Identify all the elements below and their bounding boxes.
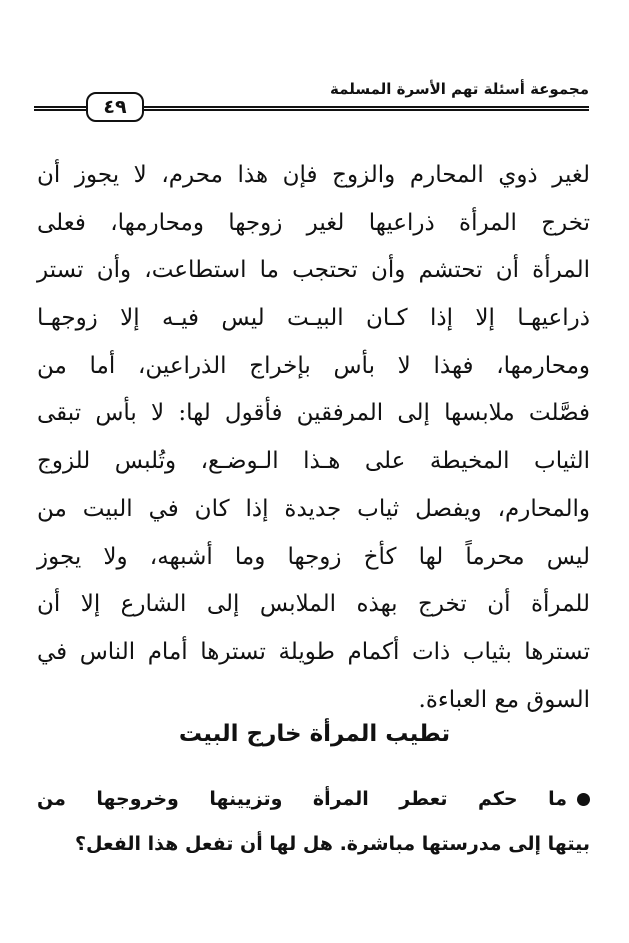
- page-number-badge: ٤٩: [86, 92, 144, 122]
- body-line: والمحارم، ويفصل ثياب جديدة إذا كان في البيت من: [37, 495, 590, 522]
- body-line: فصَّلت ملابسها إلى المرفقين فأقول لها: لا بأس تبقى: [37, 400, 590, 427]
- body-line: ومحارمها، فهذا لا بأس بإخراج الذراعين، أما من: [37, 352, 590, 379]
- body-paragraph: [37, 152, 590, 724]
- body-line: ذراعيهـا إلا إذا كـان البيـت ليس فيـه إلا زوجهـا: [37, 305, 590, 332]
- body-line: الثياب المخيطة على هـذا الـوضـع، وتُلبس للزوج: [37, 448, 590, 475]
- body-line: للمرأة أن تخرج بهذه الملابس إلى الشارع إلا أن: [37, 591, 590, 618]
- body-line: لغير ذوي المحارم والزوج فإن هذا محرم، لا يجوز أن: [37, 162, 590, 188]
- question-line-text: ما حكم تعطر المرأة وتزيينها وخروجها من: [37, 788, 567, 810]
- question-line: بيتها إلى مدرستها مباشرة. هل لها أن تفعل هذا الفعل؟: [75, 833, 590, 855]
- body-line: ليس محرماً لها كأخ زوجها وما أشبهه، ولا يجوز: [37, 543, 590, 570]
- body-line: السوق مع العباءة.: [418, 686, 590, 713]
- bullet-icon: [577, 793, 590, 806]
- body-line: المرأة أن تحتشم وأن تحتجب ما استطاعت، وأن تستر: [37, 257, 590, 284]
- body-line: تخرج المرأة ذراعيها لغير زوجها ومحارمها، فعلى: [37, 209, 590, 236]
- running-header-title: مجموعة أسئلة تهم الأسرة المسلمة: [330, 80, 589, 98]
- body-line: تسترها بثياب ذات أكمام طويلة تسترها أمام الناس في: [37, 638, 590, 665]
- question-block: [37, 777, 590, 867]
- section-heading: تطيب المرأة خارج البيت: [178, 721, 451, 747]
- question-line: [37, 777, 590, 822]
